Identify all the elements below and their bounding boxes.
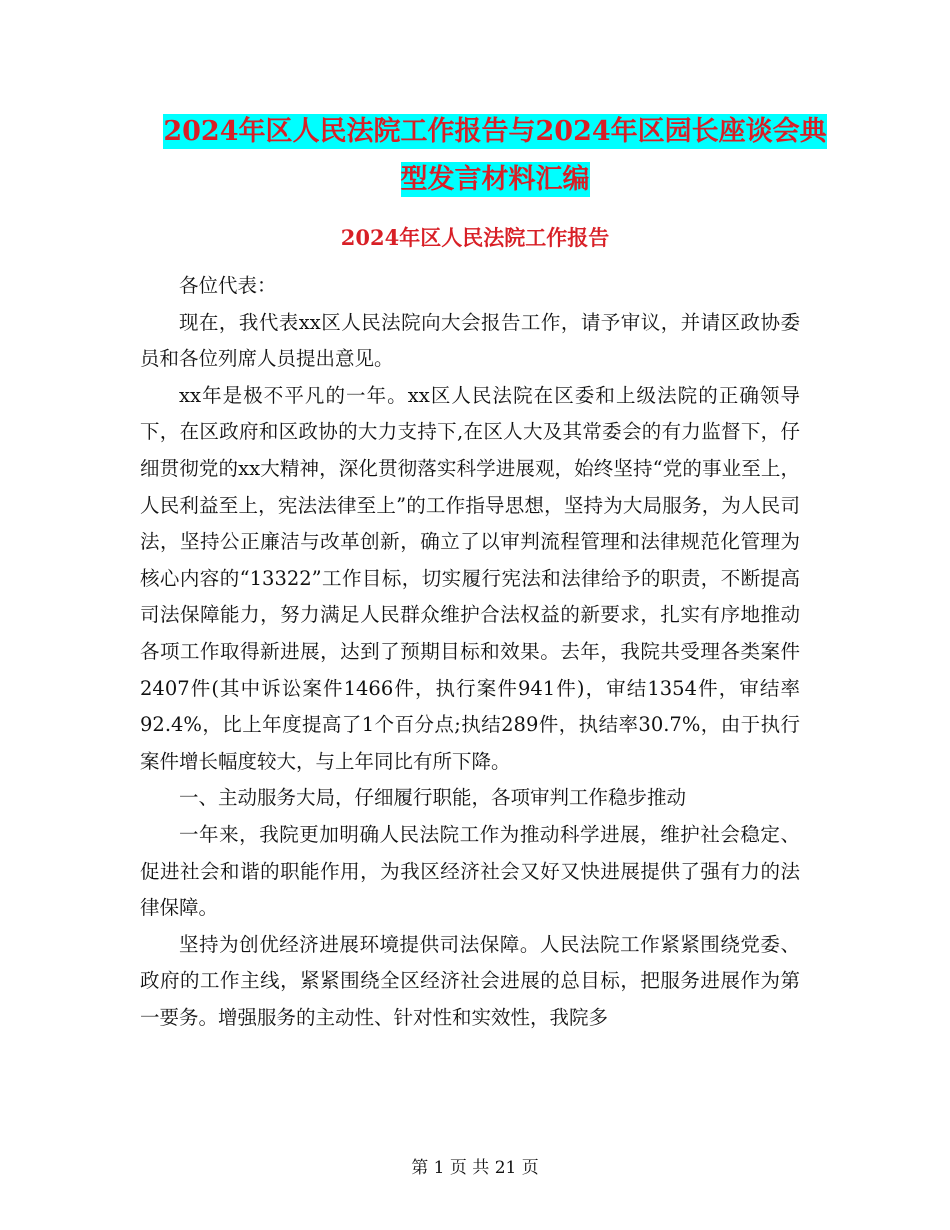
document-title — [100, 108, 890, 204]
paragraph-intro: 现在，我代表xx区人民法院向大会报告工作，请予审议，并请区政协委员和各位列席人员提出意见。 — [140, 310, 800, 371]
title-line-2: 型发言材料汇编 — [400, 164, 590, 195]
paragraph-heading-1: 一、主动服务大局，仔细履行职能，各项审判工作稳步推动 — [179, 786, 687, 810]
section-title: 2024年区人民法院工作报告 — [340, 225, 610, 250]
paragraph-economy: 坚持为创优经济进展环境提供司法保障。人民法院工作紧紧围绕党委、政府的工作主线，紧紧围绕全区经济社会进展的总目标，把服务进展作为第一要务。增强服务的主动性、针对性和实效性，我院多 — [140, 932, 800, 1029]
paragraph-salutation: 各位代表： — [179, 274, 277, 297]
page-footer: 第 1 页 共 21 页 — [411, 1158, 539, 1178]
title-line-1: 2024年区人民法院工作报告与2024年区园长座谈会典 — [163, 116, 827, 147]
paragraph-overview: 一年来，我院更加明确人民法院工作为推动科学进展，维护社会稳定、促进社会和谐的职能作用，为我区经济社会又好又快进展提供了强有力的法律保障。 — [140, 822, 800, 920]
paragraph-summary: xx年是极不平凡的一年。xx区人民法院在区委和上级法院的正确领导下，在区政府和区政协的大力支持下,在区人大及其常委会的有力监督下，仔细贯彻党的xx大精神，深化贯彻落实科学进展观，始终坚持“党的事业至上，人民利益至上，宪法法律至上”的工作指导思想，坚持为大局服务，为人民司法，坚持公正廉洁与改革创新，确立了以审判流程管理和法律规范化管理为核心内容的“13322”工作目标，切实履行宪法和法律给予的职责，不断提高司法保障能力，努力满足人民群众维护合法权益的新要求，扎实有序地推动各项工作取得新进展，达到了预期目标和效果。去年，我院共受理各类案件2407件(其中诉讼案件1466件，执行案件941件)，审结1354件，审结率92.4%，比上年度提高了1个百分点;执结289件，执结率30.7%，由于执行案件增长幅度较大，与上年同比有所下降。 — [140, 383, 800, 773]
body-text — [140, 268, 800, 1036]
